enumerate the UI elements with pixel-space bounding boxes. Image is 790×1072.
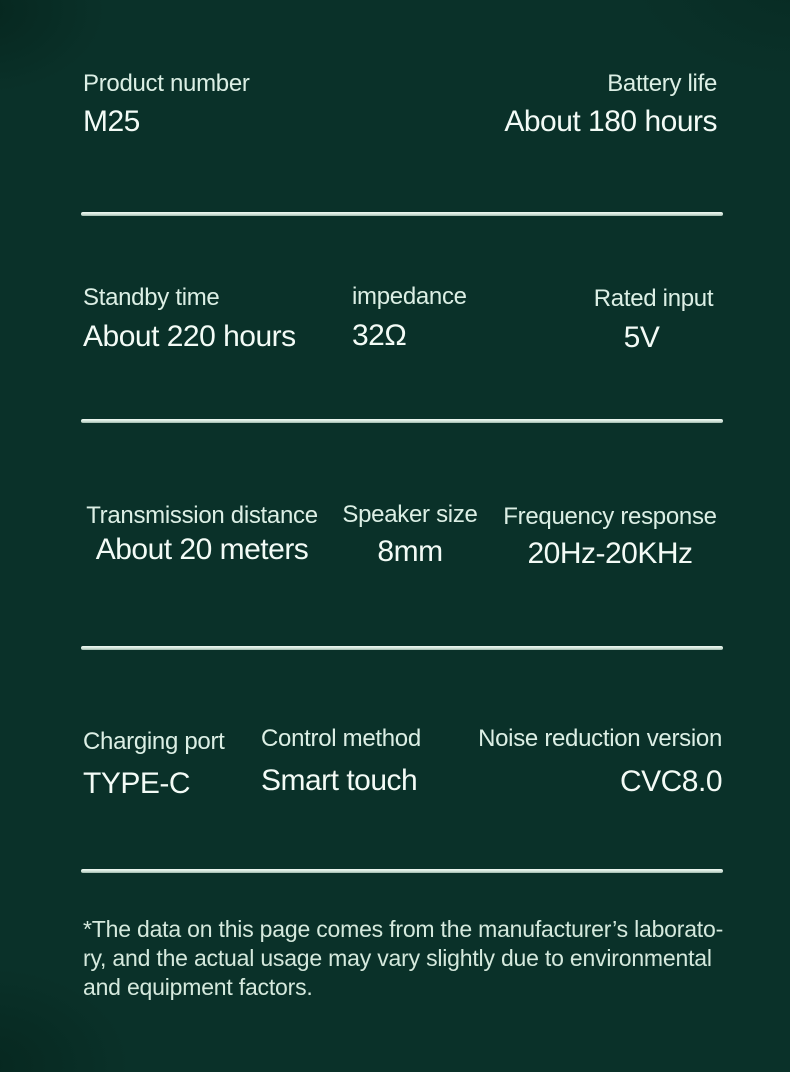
spec-cell-transmission-distance bbox=[83, 502, 321, 568]
divider-2 bbox=[81, 419, 723, 423]
spec-label-battery-life: Battery life bbox=[607, 70, 717, 97]
disclaimer bbox=[83, 915, 723, 1002]
disclaimer-line-2: ry, and the actual usage may vary slightly due to environmental bbox=[83, 945, 712, 971]
spec-value-frequency-response: 20Hz-20KHz bbox=[527, 537, 693, 570]
disclaimer-line-3: and equipment factors. bbox=[83, 974, 313, 1000]
spec-label-standby-time: Standby time bbox=[83, 284, 220, 311]
divider-3 bbox=[81, 646, 723, 650]
disclaimer-line-1: *The data on this page comes from the manufacturer’s laborato- bbox=[83, 916, 724, 942]
spec-value-charging-port: TYPE-C bbox=[83, 767, 191, 800]
spec-cell-impedance bbox=[352, 283, 467, 354]
spec-label-charging-port: Charging port bbox=[83, 728, 225, 755]
spec-cell-battery-life bbox=[504, 70, 717, 140]
spec-value-noise-reduction: CVC8.0 bbox=[619, 765, 722, 798]
spec-label-transmission-distance: Transmission distance bbox=[86, 502, 318, 529]
divider-4 bbox=[81, 869, 723, 873]
spec-value-battery-life: About 180 hours bbox=[504, 105, 717, 138]
spec-value-transmission-distance: About 20 meters bbox=[95, 533, 309, 566]
spec-cell-speaker-size bbox=[342, 501, 478, 570]
spec-value-control-method: Smart touch bbox=[261, 764, 418, 797]
spec-cell-product-number bbox=[83, 70, 250, 140]
spec-value-product-number: M25 bbox=[83, 105, 140, 138]
spec-value-standby-time: About 220 hours bbox=[83, 320, 296, 353]
divider-1 bbox=[81, 212, 723, 216]
spec-label-speaker-size: Speaker size bbox=[342, 501, 478, 528]
spec-label-rated-input: Rated input bbox=[593, 285, 714, 312]
spec-label-control-method: Control method bbox=[261, 725, 421, 752]
spec-cell-noise-reduction bbox=[478, 725, 722, 800]
spec-cell-standby-time bbox=[83, 284, 296, 355]
spec-cell-rated-input bbox=[589, 285, 718, 356]
spec-label-product-number: Product number bbox=[83, 70, 250, 97]
spec-label-frequency-response: Frequency response bbox=[503, 503, 717, 530]
spec-cell-control-method bbox=[261, 725, 421, 799]
spec-label-noise-reduction: Noise reduction version bbox=[478, 725, 722, 752]
spec-cell-charging-port bbox=[83, 728, 225, 802]
spec-label-impedance: impedance bbox=[352, 283, 467, 310]
spec-cell-frequency-response bbox=[502, 503, 718, 572]
spec-value-impedance: 32Ω bbox=[352, 319, 407, 352]
spec-value-rated-input: 5V bbox=[623, 321, 660, 354]
spec-value-speaker-size: 8mm bbox=[377, 535, 443, 568]
